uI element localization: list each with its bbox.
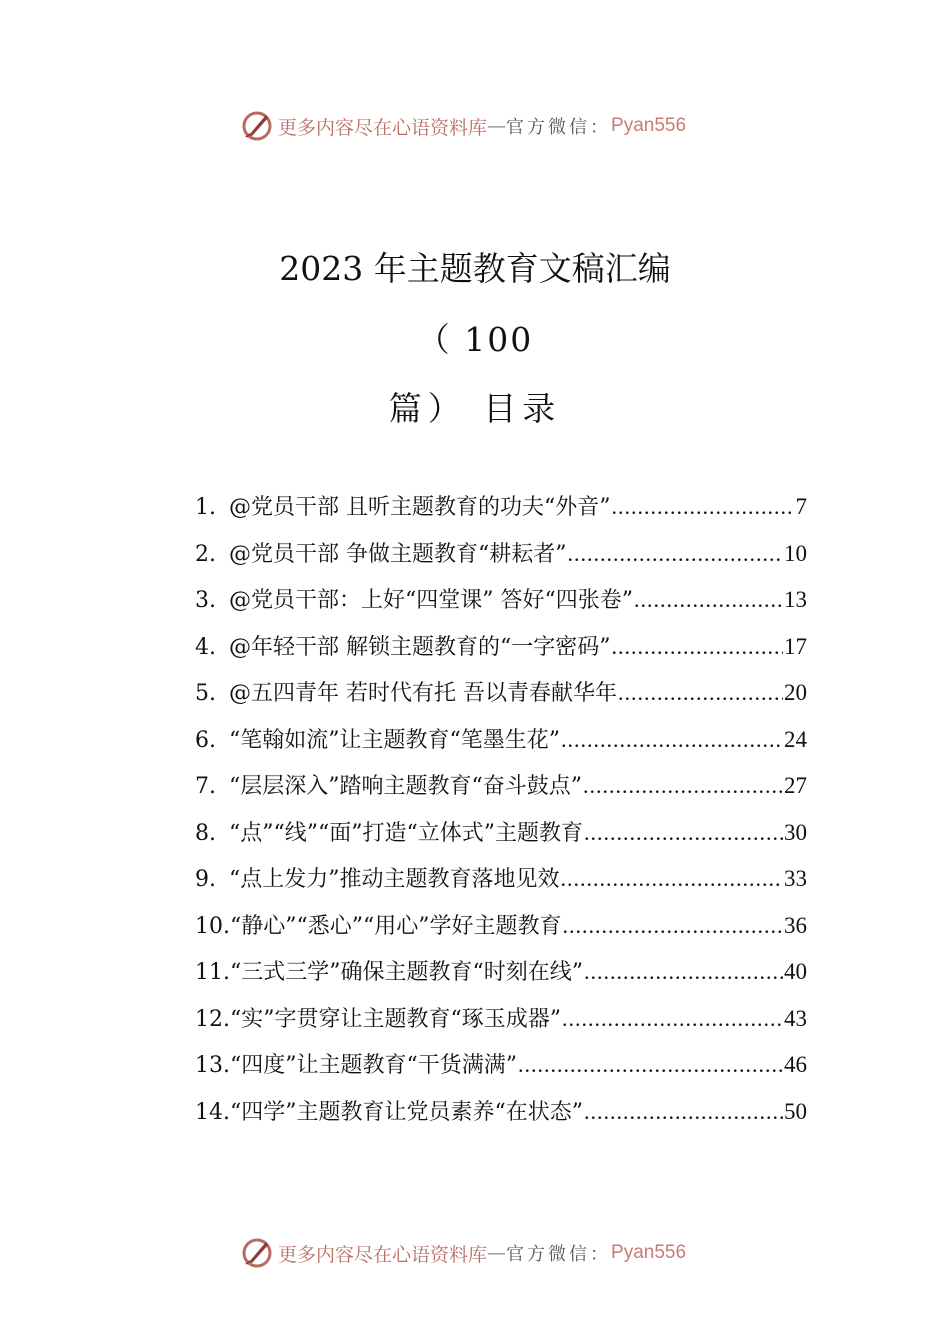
document-title-toc-label: 篇） 目录	[388, 389, 562, 428]
toc-item[interactable]	[195, 1002, 807, 1049]
toc-item[interactable]	[195, 769, 807, 816]
toc-item-title: “静心”“悉心”“用心”学好主题教育	[230, 913, 562, 939]
toc-item[interactable]	[195, 537, 807, 584]
toc-item-number: 7.	[195, 774, 216, 799]
toc-item-page: 36	[784, 912, 807, 938]
toc-item-number: 5.	[195, 681, 216, 706]
toc-item[interactable]	[195, 862, 807, 909]
toc-item-page: 43	[784, 1005, 807, 1031]
toc-item-number: 14.	[195, 1099, 230, 1125]
footer-dash: —	[487, 1242, 507, 1264]
footer-official-label: 官方微信：	[506, 1244, 612, 1265]
toc-item[interactable]	[195, 490, 807, 537]
toc-item-page: 50	[784, 1098, 807, 1124]
toc-item[interactable]	[195, 676, 807, 723]
toc-item-page: 30	[784, 819, 807, 845]
toc-item-leader	[561, 727, 783, 753]
header-banner	[240, 108, 760, 144]
toc-item[interactable]	[195, 630, 807, 677]
toc-item-leader	[584, 1099, 783, 1125]
toc-item-title: “实”字贯穿让主题教育“琢玉成器”	[230, 1006, 561, 1032]
toc-item[interactable]	[195, 955, 807, 1002]
toc-item-leader	[562, 913, 783, 939]
toc-item-page: 7	[795, 494, 807, 519]
footer-wechat-id: Pyan556	[611, 1242, 687, 1263]
footer-slogan: 更多内容尽在心语资料库	[278, 1243, 488, 1266]
toc-item-title: @年轻干部 解锁主题教育的“一字密码”	[229, 634, 611, 660]
header-slogan: 更多内容尽在心语资料库	[278, 116, 488, 139]
toc-item-leader	[618, 680, 783, 706]
toc-item-title: @党员干部：上好“四堂课” 答好“四张卷”	[229, 588, 633, 613]
toc-item-title: @党员干部 争做主题教育“耕耘者”	[229, 541, 567, 567]
document-title-count: （ 100	[416, 320, 534, 359]
header-official-label: 官方微信：	[506, 117, 612, 138]
toc-item-number: 12.	[195, 1006, 230, 1032]
toc-item[interactable]	[195, 1048, 807, 1095]
toc-item[interactable]	[195, 723, 807, 770]
toc-item-page: 40	[784, 959, 807, 984]
toc-item-leader	[612, 634, 784, 660]
toc-item-leader	[584, 820, 783, 846]
toc-item-leader	[584, 959, 783, 985]
toc-item-number: 9.	[195, 867, 216, 892]
toc-item-title: “层层深入”踏响主题教育“奋斗鼓点”	[229, 774, 582, 799]
toc-item-leader	[562, 1006, 783, 1032]
toc-item-number: 8.	[195, 820, 216, 846]
header-dash: —	[487, 115, 507, 137]
toc-item-number: 13.	[195, 1053, 230, 1078]
toc-item-leader	[583, 773, 783, 799]
toc-item-title: “三式三学”确保主题教育“时刻在线”	[230, 960, 583, 985]
toc-item-page: 17	[784, 633, 807, 659]
footer-banner	[240, 1235, 760, 1271]
toc-item-page: 27	[784, 773, 807, 798]
document-title: 2023 年主题教育文稿汇编	[279, 249, 671, 288]
toc-item-page: 46	[784, 1052, 807, 1077]
toc-item[interactable]	[195, 583, 807, 630]
table-of-contents	[195, 490, 807, 1141]
quill-logo-icon	[240, 109, 274, 143]
toc-item-number: 6.	[195, 727, 216, 753]
toc-item-page: 20	[784, 680, 807, 705]
toc-item-number: 11.	[195, 960, 230, 985]
toc-item[interactable]	[195, 1095, 807, 1142]
toc-item-title: @党员干部 且听主题教育的功夫“外音”	[229, 495, 611, 520]
toc-item-number: 2.	[195, 541, 216, 567]
toc-item-leader	[634, 587, 783, 613]
toc-item-title: “点”“线”“面”打造“立体式”主题教育	[229, 820, 583, 846]
toc-item-leader	[561, 866, 784, 892]
header-wechat-id: Pyan556	[611, 115, 687, 136]
toc-item[interactable]	[195, 909, 807, 956]
toc-item-number: 4.	[195, 634, 216, 660]
toc-item-title: @五四青年 若时代有托 吾以青春献华年	[229, 681, 617, 706]
toc-item-page: 33	[784, 866, 807, 891]
toc-item-leader	[612, 494, 795, 520]
toc-item-title: “点上发力”推动主题教育落地见效	[229, 867, 560, 892]
toc-item-title: “四度”让主题教育“干货满满”	[230, 1053, 517, 1078]
toc-item[interactable]	[195, 816, 807, 863]
toc-item-title: “四学”主题教育让党员素养“在状态”	[230, 1099, 583, 1125]
toc-item-title: “笔翰如流”让主题教育“笔墨生花”	[229, 727, 560, 753]
toc-item-number: 10.	[195, 913, 230, 939]
toc-item-number: 3.	[195, 588, 216, 613]
toc-item-page: 24	[784, 726, 807, 752]
toc-item-leader	[518, 1052, 783, 1078]
quill-logo-icon	[240, 1236, 274, 1270]
toc-item-number: 1.	[195, 495, 216, 520]
toc-item-page: 13	[784, 587, 807, 612]
toc-item-page: 10	[784, 540, 807, 566]
toc-item-leader	[568, 541, 784, 567]
